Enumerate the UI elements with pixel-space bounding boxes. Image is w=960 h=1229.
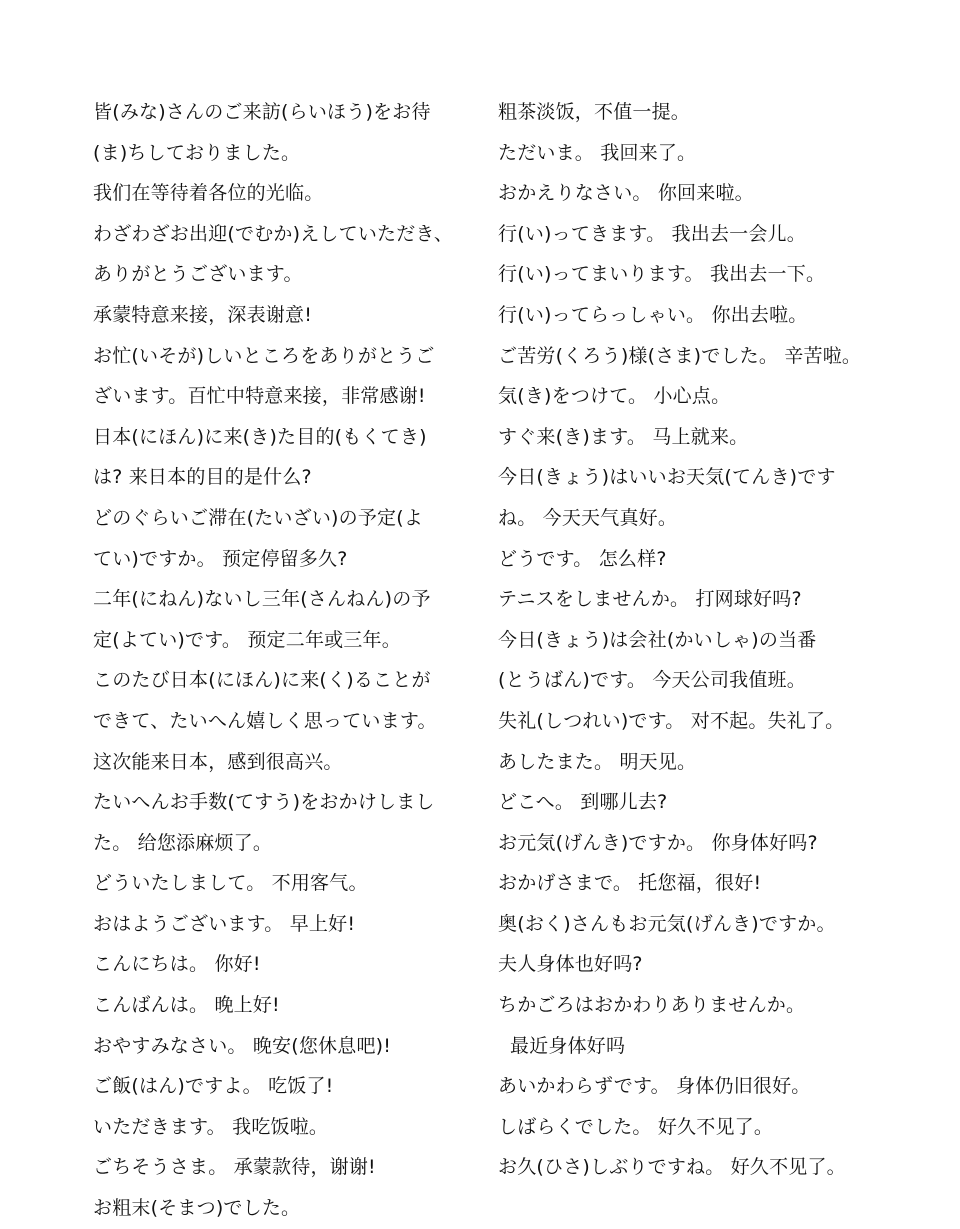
text-line: できて、たいへん嬉しく思っています。 (93, 709, 437, 732)
text-line: すぐ来(き)ます。 马上就来。 (498, 425, 749, 448)
text-line: 夫人身体也好吗? (498, 953, 643, 976)
text-line: ただいま。 我回来了。 (498, 141, 697, 164)
text-line: 二年(にねん)ないし三年(さんねん)の予 (93, 588, 431, 611)
text-line: 承蒙特意来接，深表谢意! (93, 303, 313, 326)
text-line: 失礼(しつれい)です。 对不起。失礼了。 (498, 709, 845, 732)
text-line: おかえりなさい。 你回来啦。 (498, 182, 754, 205)
text-line: どうです。 怎么样? (498, 547, 667, 570)
text-line: ね。 今天天气真好。 (498, 506, 678, 529)
text-line: お久(ひさ)しぶりですね。 好久不见了。 (498, 1156, 846, 1179)
text-line: おやすみなさい。 晚安(您休息吧)! (93, 1034, 392, 1057)
text-line: あしたまた。 明天见。 (498, 750, 697, 773)
text-line: いただきます。 我吃饭啦。 (93, 1115, 329, 1138)
text-line: こんにちは。 你好! (93, 953, 261, 976)
text-line: どのぐらいご滞在(たいざい)の予定(よ (93, 506, 424, 529)
text-line: どこへ。 到哪儿去? (498, 791, 668, 814)
text-line: てい)ですか。 预定停留多久? (93, 547, 348, 570)
right-text-column (498, 92, 938, 1188)
text-line: 今日(きょう)はいいお天気(てんき)です (498, 466, 836, 489)
text-line: お忙(いそが)しいところをありがとうご (93, 344, 435, 367)
text-line: た。 给您添麻烦了。 (93, 831, 273, 854)
text-line: (ま)ちしておりました。 (93, 141, 301, 164)
text-line: 这次能来日本，感到很高兴。 (93, 750, 343, 773)
text-line: は? 来日本的目的是什么? (93, 466, 312, 489)
text-line: おはようございます。 早上好! (93, 912, 356, 935)
text-line: 定(よてい)です。 预定二年或三年。 (93, 628, 401, 651)
text-line: あいかわらずです。 身体仍旧很好。 (498, 1075, 811, 1098)
text-line: 奥(おく)さんもお元気(げんき)ですか。 (498, 912, 836, 935)
text-line: こんばんは。 晚上好! (93, 994, 280, 1017)
text-line: ご飯(はん)ですよ。 吃饭了! (93, 1075, 334, 1098)
text-line: 日本(にほん)に来(き)た目的(もくてき) (93, 425, 427, 448)
text-line: (とうばん)です。 今天公司我值班。 (498, 669, 806, 692)
text-line: おかげさまで。 托您福，很好! (498, 872, 762, 895)
left-text-column (93, 92, 493, 1229)
text-line: どういたしまして。 不用客气。 (93, 872, 368, 895)
text-line: 我们在等待着各位的光临。 (93, 182, 324, 205)
text-line: このたび日本(にほん)に来(く)ることが (93, 669, 431, 692)
text-line: 皆(みな)さんのご来訪(らいほう)をお待 (93, 101, 431, 123)
text-line: たいへんお手数(てすう)をおかけしまし (93, 791, 435, 814)
text-line: ありがとうございます。 (93, 263, 303, 286)
text-line: しばらくでした。 好久不见了。 (498, 1115, 774, 1138)
text-line: 行(い)ってまいります。 我出去一下。 (498, 263, 826, 286)
text-line: 最近身体好吗 (510, 1034, 626, 1057)
text-line: ざいます。百忙中特意来接，非常感谢! (93, 385, 426, 408)
text-line: ごちそうさま。 承蒙款待，谢谢! (93, 1156, 376, 1179)
text-line: ご苦労(くろう)様(さま)でした。 辛苦啦。 (498, 344, 862, 367)
text-line: 気(き)をつけて。 小心点。 (498, 385, 731, 408)
text-line: お粗末(そまつ)でした。 (93, 1197, 301, 1220)
text-line: テニスをしませんか。 打网球好吗? (498, 588, 802, 611)
text-line: 行(い)ってらっしゃい。 你出去啦。 (498, 303, 808, 326)
text-line: わざわざお出迎(でむか)えしていただき、 (93, 222, 454, 245)
text-line: お元気(げんき)ですか。 你身体好吗? (498, 831, 818, 854)
text-line: 粗茶淡饭，不值一提。 (498, 101, 691, 123)
text-line: 今日(きょう)は会社(かいしゃ)の当番 (498, 628, 817, 651)
text-line: 行(い)ってきます。 我出去一会儿。 (498, 222, 806, 245)
text-line: ちかごろはおかわりありませんか。 (498, 994, 806, 1017)
